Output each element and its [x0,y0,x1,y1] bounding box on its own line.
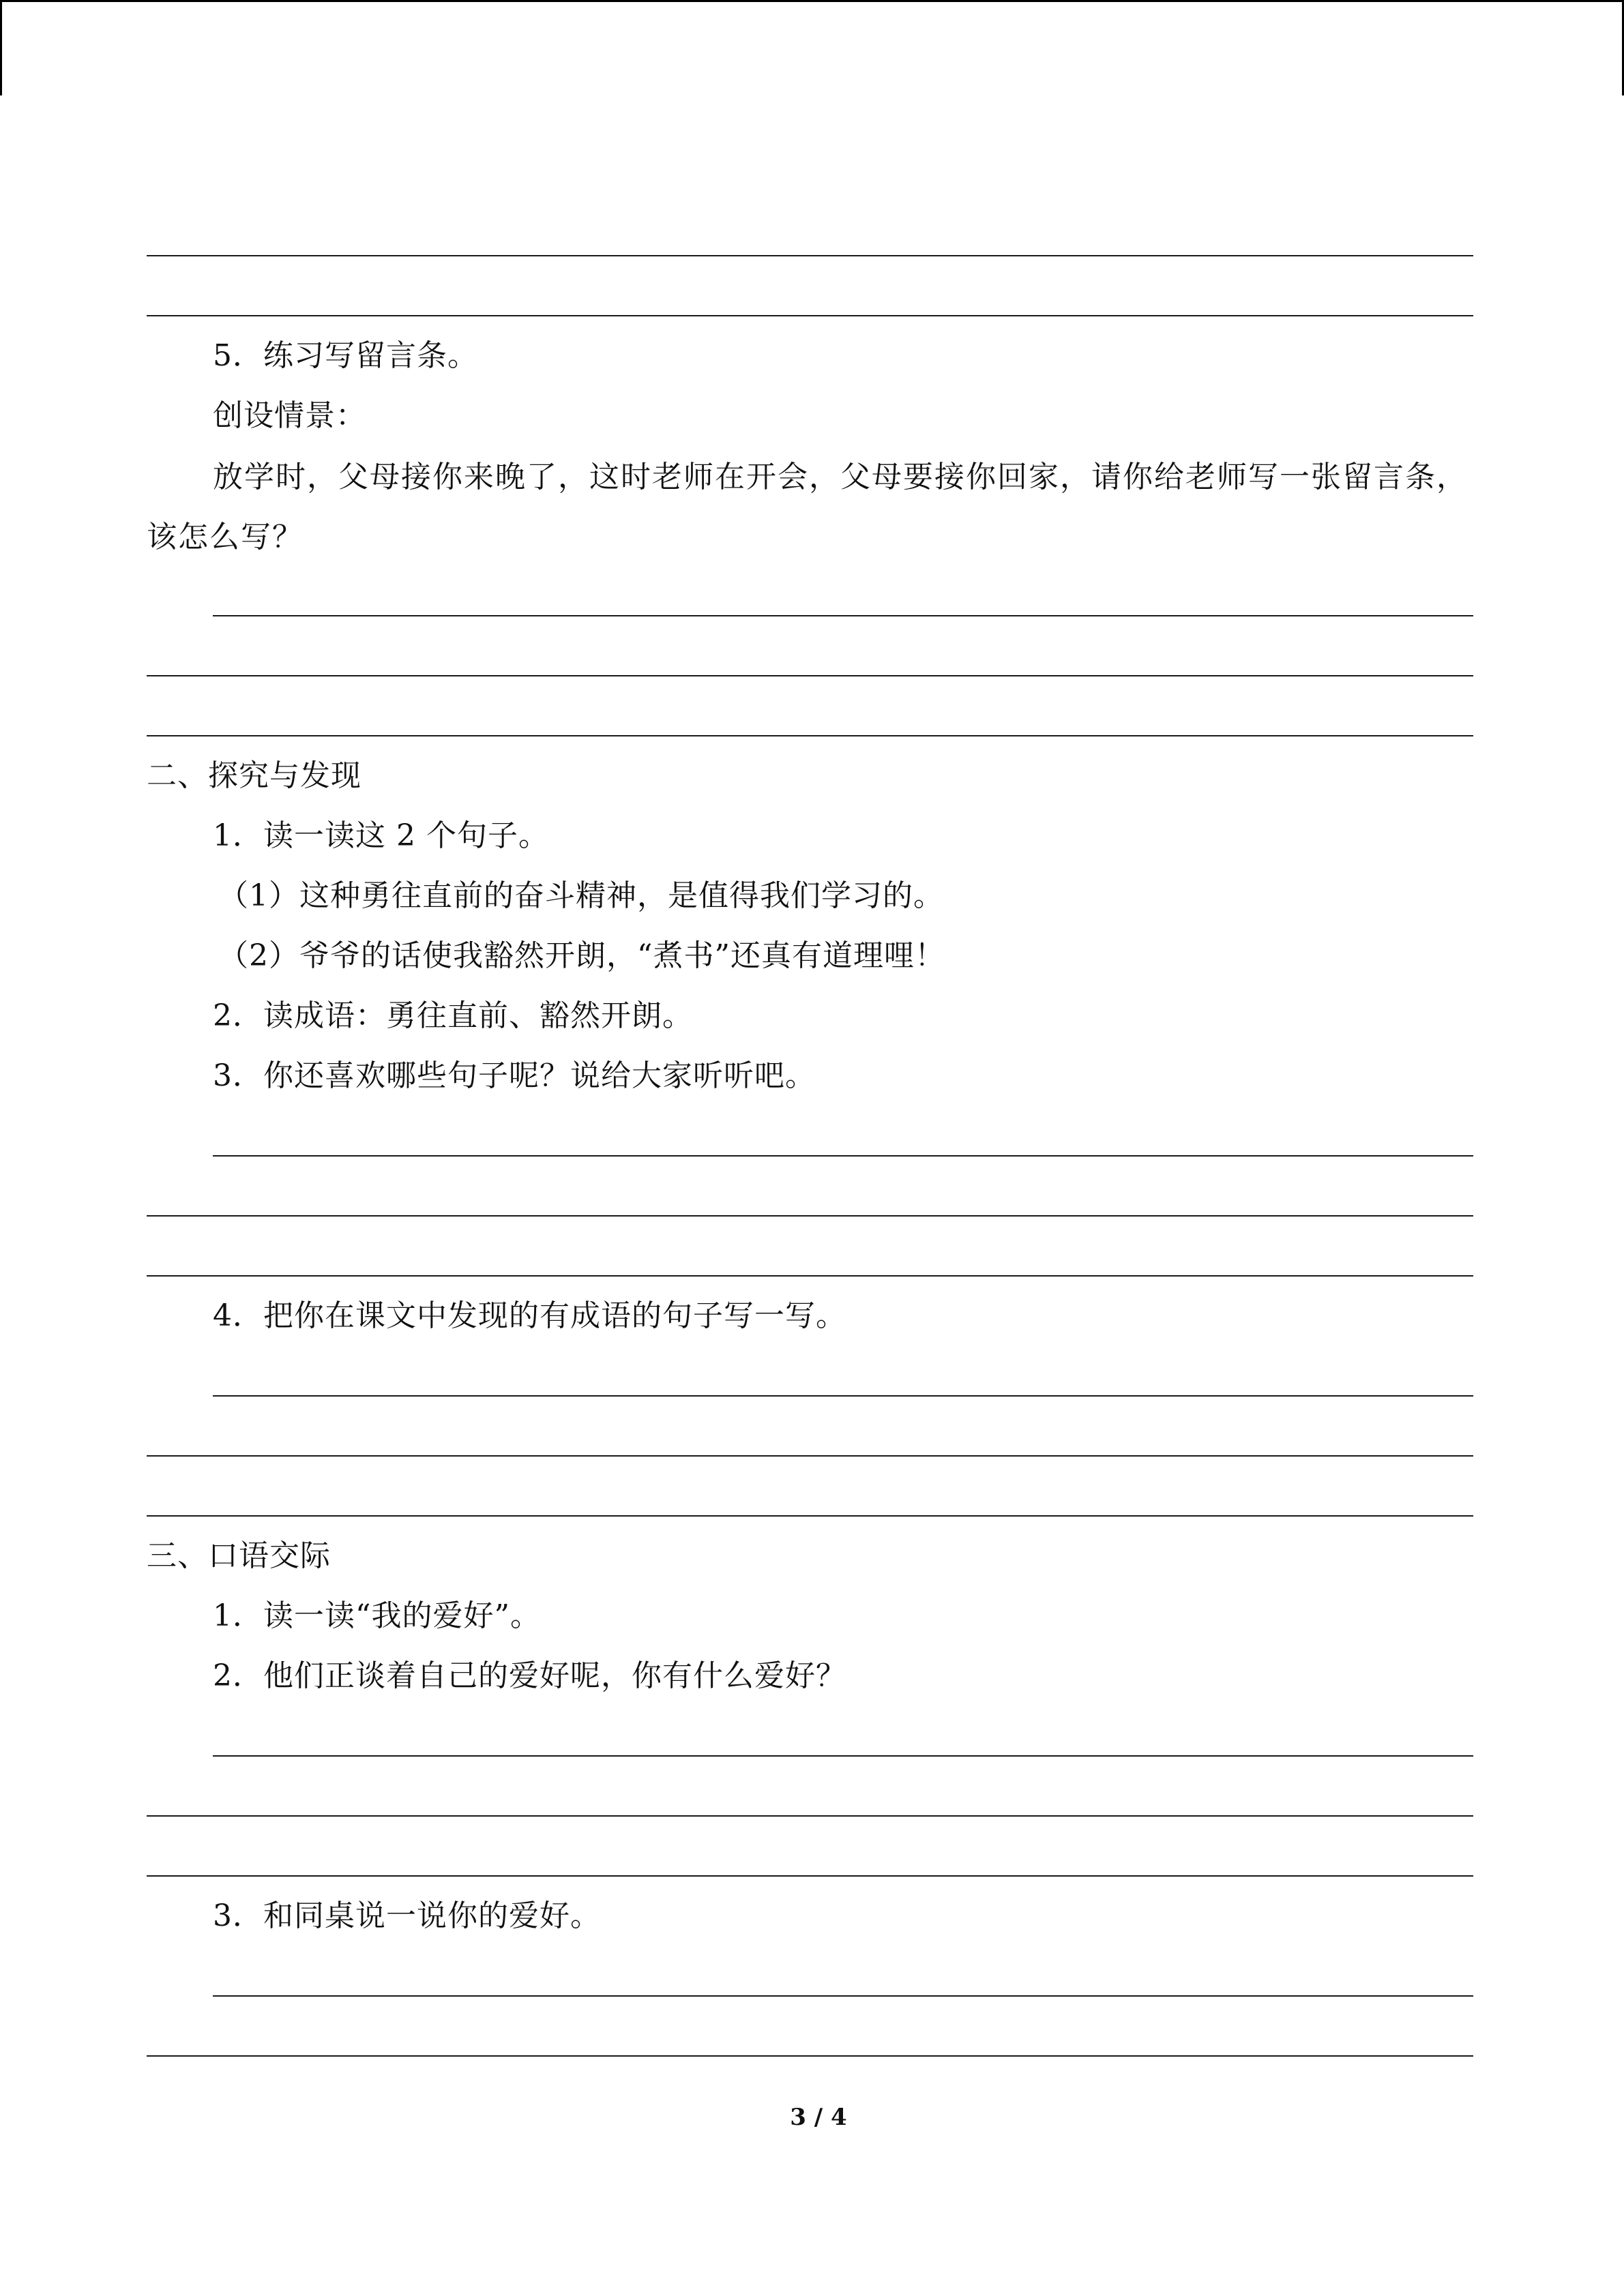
section-2-item2-title: 2．读成语：勇往直前、豁然开朗。 [213,998,693,1033]
answer-line[interactable] [147,735,1473,736]
answer-line[interactable] [213,1995,1473,1997]
answer-line[interactable] [147,315,1473,316]
page-left-border [0,0,2,95]
section-2-item1-title: 1．读一读这 2 个句子。 [213,818,549,853]
page-top-border [0,0,1624,2]
section-2-sentence-1: （1）这种勇往直前的奋斗精神，是值得我们学习的。 [218,878,944,913]
answer-line[interactable] [147,1215,1473,1217]
section-2-item4-title: 4．把你在课文中发现的有成语的句子写一写。 [213,1298,846,1333]
section-3-heading: 三、口语交际 [147,1538,331,1573]
answer-line[interactable] [213,1755,1473,1757]
section-2-item3-title: 3．你还喜欢哪些句子呢？说给大家听听吧。 [213,1058,816,1093]
answer-line[interactable] [147,1515,1473,1517]
answer-line[interactable] [147,675,1473,676]
answer-line[interactable] [213,615,1473,616]
section-2-sentence-2: （2）爷爷的话使我豁然开朗，“煮书”还真有道理哩！ [218,938,945,973]
section-3-item3-title: 3．和同桌说一说你的爱好。 [213,1898,601,1933]
section-3-item2-title: 2．他们正谈着自己的爱好呢，你有什么爱好？ [213,1658,846,1693]
question-item5-title: 5．练习写留言条。 [213,338,478,373]
section-3-item1-title: 1．读一读“我的爱好”。 [213,1598,541,1633]
page-number: 3 / 4 [790,2104,847,2131]
section-2-heading: 二、探究与发现 [147,758,361,793]
question-item5-scenario-label: 创设情景： [213,398,366,433]
answer-line[interactable] [147,2055,1473,2057]
question-item5-scenario-text: 放学时，父母接你来晚了，这时老师在开会，父母要接你回家，请你给老师写一张留言条，该怎么写？ [147,460,1468,554]
answer-line[interactable] [147,1875,1473,1877]
answer-line[interactable] [147,1815,1473,1817]
answer-line[interactable] [147,1275,1473,1277]
answer-line[interactable] [147,1455,1473,1457]
answer-line[interactable] [213,1155,1473,1157]
answer-line[interactable] [147,255,1473,256]
answer-line[interactable] [213,1395,1473,1397]
